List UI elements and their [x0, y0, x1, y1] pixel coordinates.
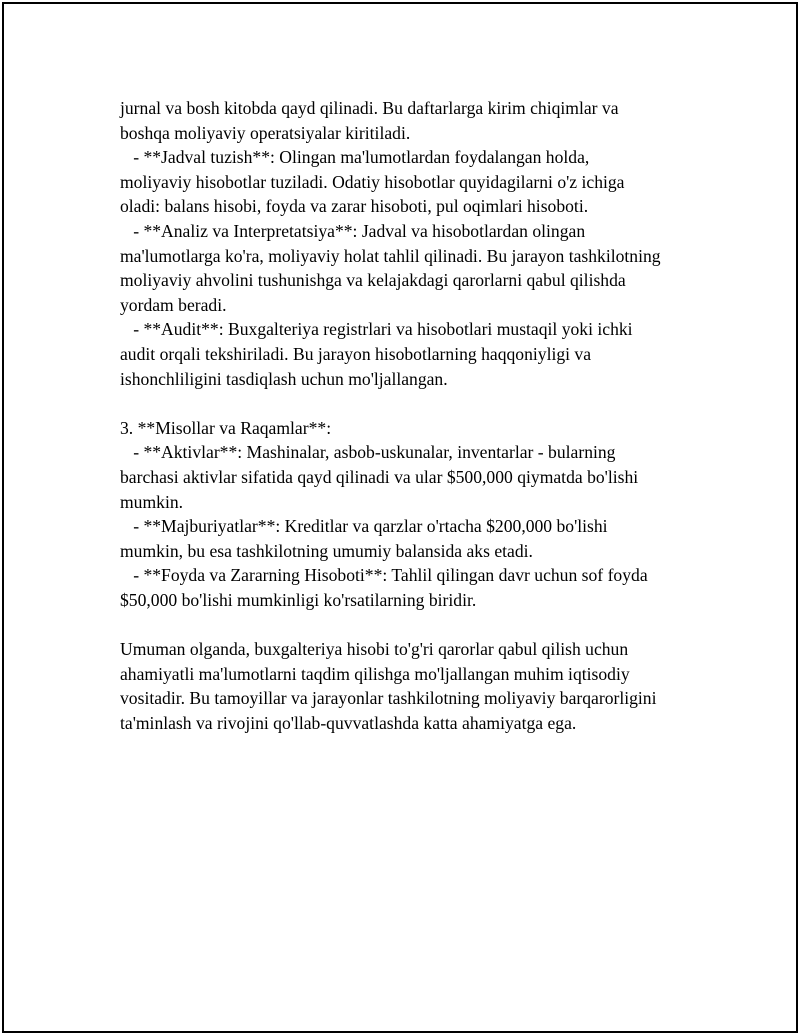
- document-body: [120, 96, 710, 735]
- text-line: - **Aktivlar**: Mashinalar, asbob-uskunalar, inventarlar - bularning: [120, 442, 616, 463]
- text-line: ishonchliligini tasdiqlash uchun mo'ljallangan.: [120, 368, 448, 389]
- text-line: audit orqali tekshiriladi. Bu jarayon hisobotlarning haqqoniyligi va: [120, 343, 592, 364]
- text-line: ahamiyatli ma'lumotlarni taqdim qilishga mo'ljallangan muhim iqtisodiy: [120, 663, 630, 684]
- text-line: Umuman olganda, buxgalteriya hisobi to'g'ri qarorlar qabul qilish uchun: [120, 639, 629, 660]
- paragraph-spacer: [120, 391, 710, 416]
- text-line: moliyaviy hisobotlar tuziladi. Odatiy hisobotlar quyidagilarni o'z ichiga: [120, 171, 625, 192]
- text-line: ma'lumotlarga ko'ra, moliyaviy holat tahlil qilinadi. Bu jarayon tashkilotning: [120, 245, 661, 266]
- paragraph-examples-and-figures: [120, 416, 710, 613]
- text-line: - **Jadval tuzish**: Olingan ma'lumotlardan foydalangan holda,: [120, 147, 590, 168]
- text-line: $50,000 bo'lishi mumkinligi ko'rsatilarning biridir.: [120, 589, 477, 610]
- text-line: oladi: balans hisobi, foyda va zarar hisoboti, pul oqimlari hisoboti.: [120, 196, 589, 217]
- document-page: [2, 2, 798, 1033]
- text-line: - **Foyda va Zararning Hisoboti**: Tahlil qilingan davr uchun sof foyda: [120, 565, 648, 586]
- text-line: ta'minlash va rivojini qo'llab-quvvatlashda katta ahamiyatga ega.: [120, 712, 577, 733]
- paragraph-conclusion: [120, 637, 710, 735]
- text-line: barchasi aktivlar sifatida qayd qilinadi va ular $500,000 qiymatda bo'lishi: [120, 466, 639, 487]
- text-line: yordam beradi.: [120, 294, 227, 315]
- text-line: boshqa moliyaviy operatsiyalar kiritiladi.: [120, 122, 411, 143]
- text-line: jurnal va bosh kitobda qayd qilinadi. Bu daftarlarga kirim chiqimlar va: [120, 98, 619, 118]
- text-line: - **Majburiyatlar**: Kreditlar va qarzlar o'rtacha $200,000 bo'lishi: [120, 516, 608, 537]
- text-line: - **Analiz va Interpretatsiya**: Jadval va hisobotlardan olingan: [120, 220, 586, 241]
- paragraph-process-steps: [120, 96, 710, 391]
- text-line: - **Audit**: Buxgalteriya registrlari va hisobotlari mustaqil yoki ichki: [120, 319, 633, 340]
- text-line: moliyaviy ahvolini tushunishga va kelajakdagi qarorlarni qabul qilishda: [120, 270, 626, 291]
- section-heading: 3. **Misollar va Raqamlar**:: [120, 417, 332, 438]
- text-line: mumkin.: [120, 491, 184, 512]
- text-line: vositadir. Bu tamoyillar va jarayonlar tashkilotning moliyaviy barqarorligini: [120, 688, 657, 709]
- paragraph-spacer: [120, 612, 710, 637]
- text-line: mumkin, bu esa tashkilotning umumiy balansida aks etadi.: [120, 540, 533, 561]
